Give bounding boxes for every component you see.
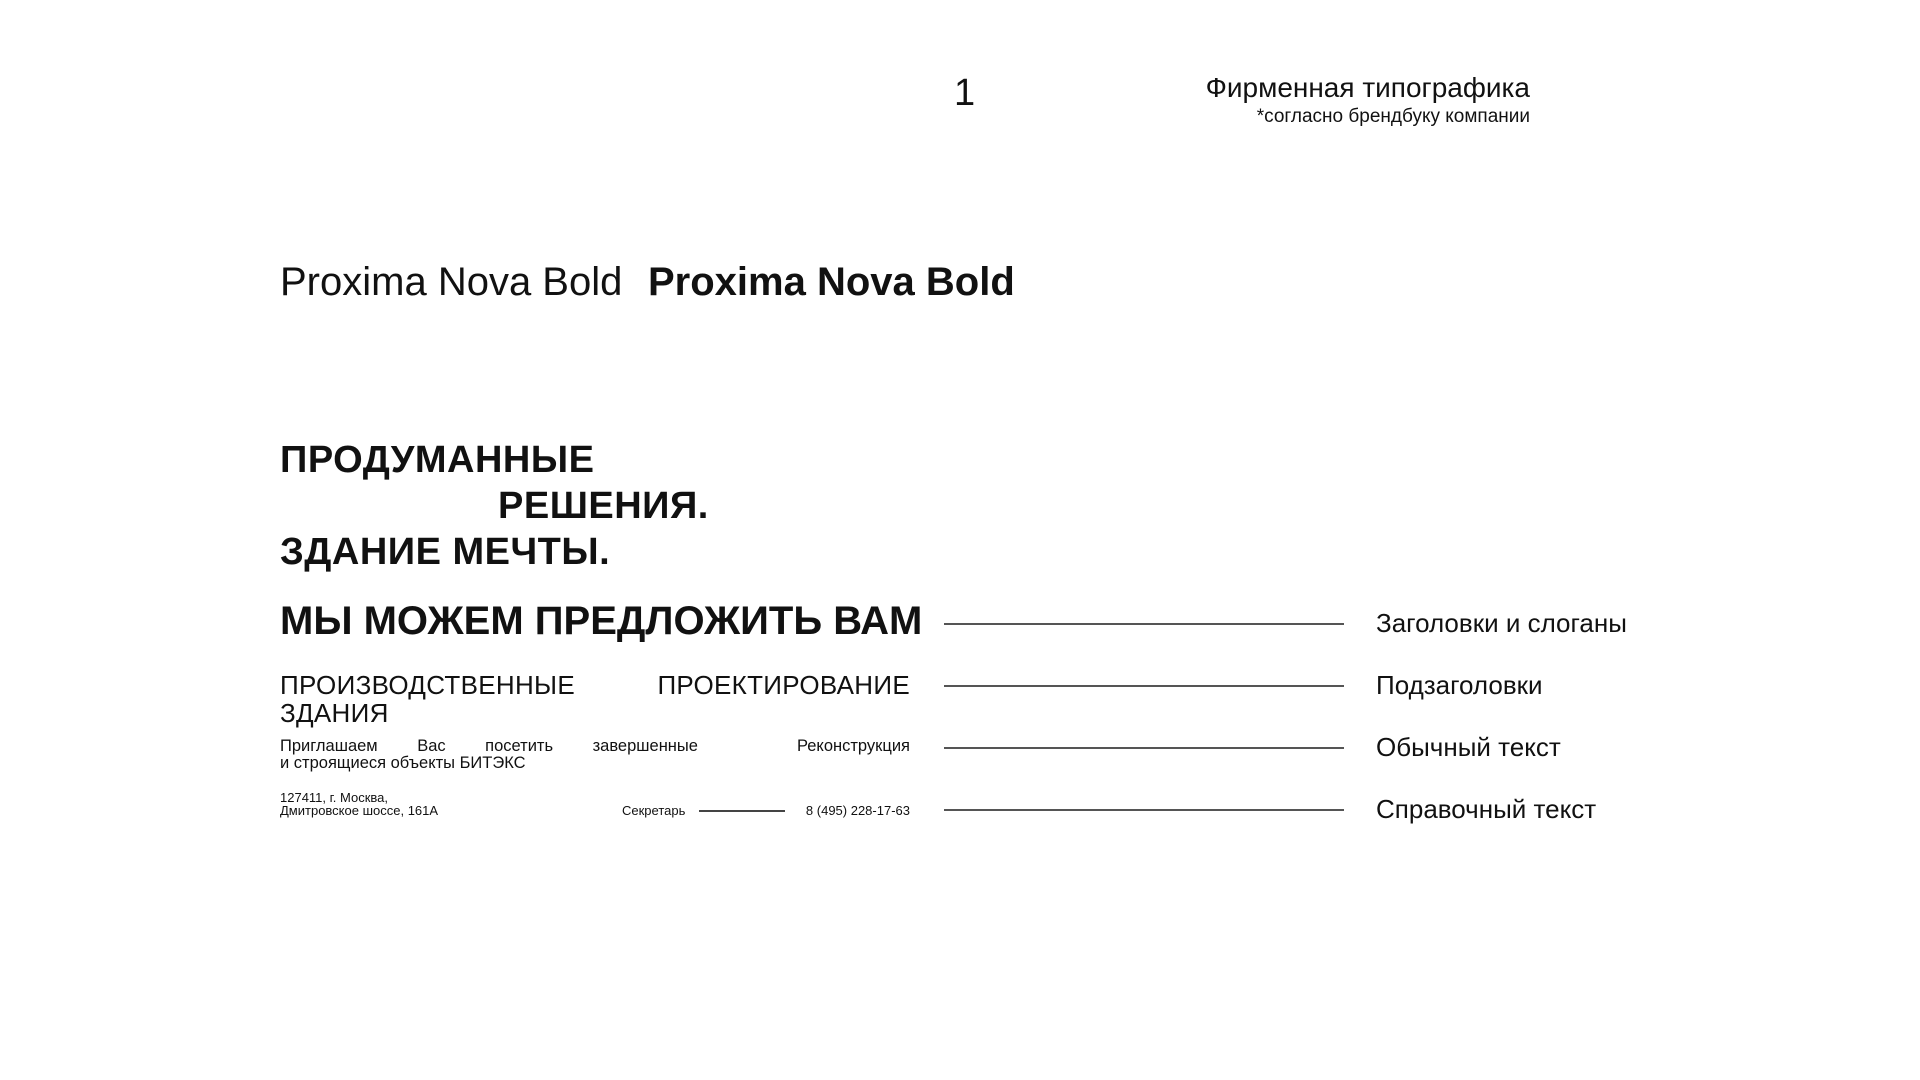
page-note: *согласно брендбуку компании bbox=[1256, 106, 1530, 127]
legend-label-body: Обычный текст bbox=[1376, 732, 1561, 762]
connector-line-body bbox=[944, 747, 1344, 749]
legend-label-reference: Справочный текст bbox=[1376, 794, 1597, 824]
body-word: завершенные bbox=[592, 737, 698, 755]
connector-line-reference bbox=[944, 809, 1344, 811]
page-number: 1 bbox=[954, 72, 976, 114]
ref-address-line-1: 127411, г. Москва, bbox=[280, 790, 389, 805]
subheading-left-line-2: ЗДАНИЯ bbox=[280, 698, 389, 728]
body-sample-line-2: и строящиеся объекты БИТЭКС bbox=[280, 754, 526, 772]
connector-line-subheadings bbox=[944, 685, 1344, 687]
body-word: посетить bbox=[485, 737, 554, 755]
body-word: Вас bbox=[417, 737, 446, 755]
slogan-line-3: ЗДАНИЕ МЕЧТЫ. bbox=[280, 531, 611, 573]
body-word: Приглашаем bbox=[280, 737, 378, 755]
body-sample-line-1 bbox=[280, 737, 698, 755]
slogan-line-1: ПРОДУМАННЫЕ bbox=[280, 439, 595, 481]
subheading-sample-right: ПРОЕКТИРОВАНИЕ bbox=[657, 670, 910, 700]
font-sample-bold: Proxima Nova Bold bbox=[648, 260, 1015, 304]
body-sample-right: Реконструкция bbox=[796, 737, 910, 755]
legend-label-headings: Заголовки и слоганы bbox=[1376, 608, 1627, 638]
ref-role: Секретарь bbox=[622, 803, 686, 818]
subheading-left-line-1: ПРОИЗВОДСТВЕННЫЕ bbox=[280, 670, 576, 700]
legend-label-subheadings: Подзаголовки bbox=[1376, 670, 1543, 700]
page-title: Фирменная типографика bbox=[1205, 72, 1530, 103]
ref-address-line-2: Дмитровское шоссе, 161А bbox=[280, 803, 439, 818]
font-sample-regular: Proxima Nova Bold bbox=[280, 260, 623, 304]
ref-phone: 8 (495) 228-17-63 bbox=[805, 803, 910, 818]
heading-sample: МЫ МОЖЕМ ПРЕДЛОЖИТЬ ВАМ bbox=[280, 599, 923, 643]
slogan-line-2: РЕШЕНИЯ. bbox=[498, 485, 709, 527]
subheading-sample-left bbox=[280, 671, 575, 727]
ref-divider-line bbox=[699, 810, 785, 812]
connector-line-headings bbox=[944, 623, 1344, 625]
